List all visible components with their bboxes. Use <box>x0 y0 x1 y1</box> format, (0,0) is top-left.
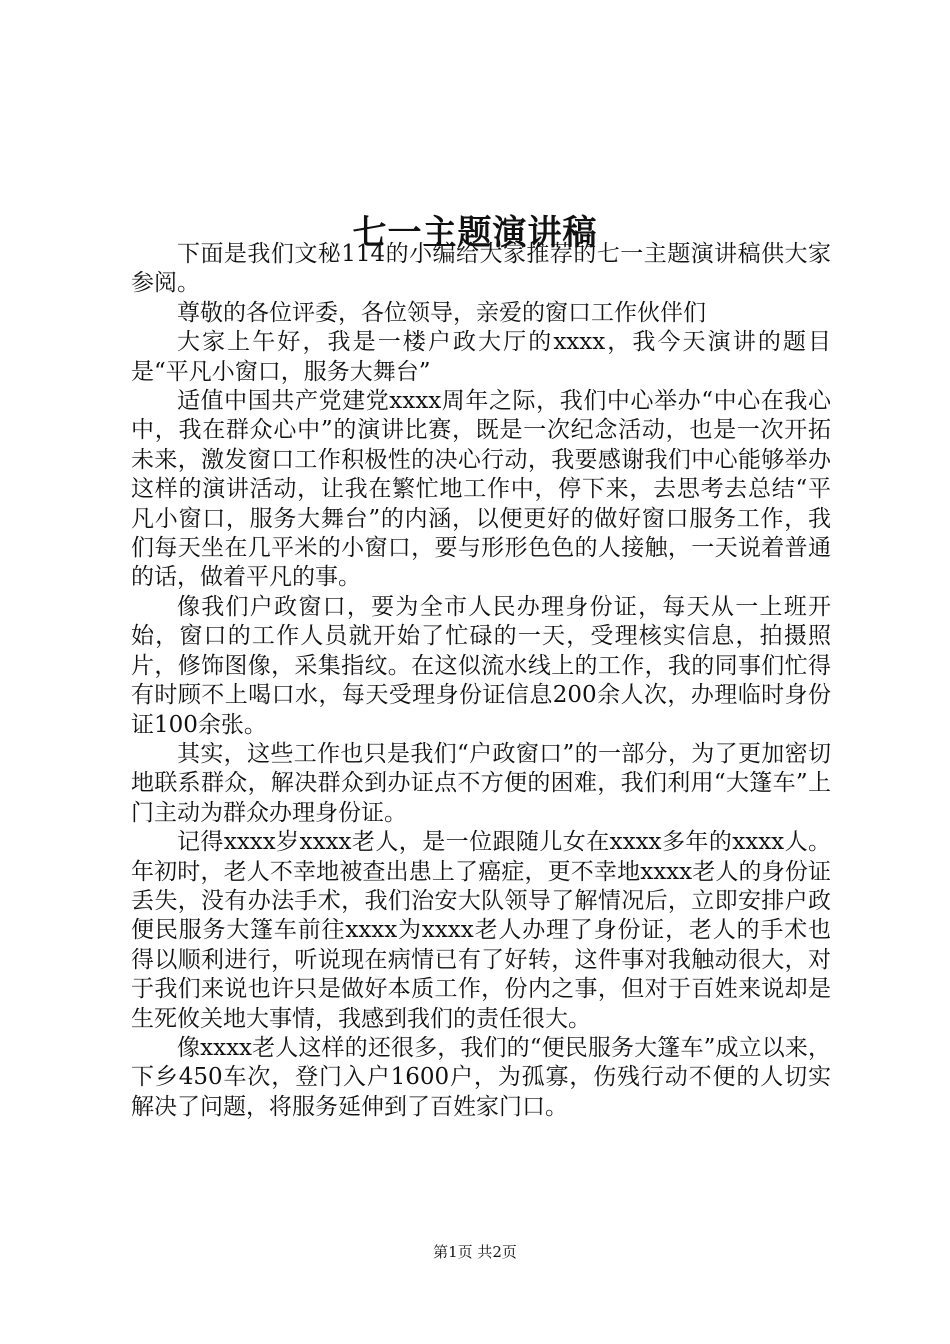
paragraph-greeting: 大家上午好，我是一楼户政大厅的xxxx，我今天演讲的题目是“平凡小窗口，服务大舞台” <box>131 329 831 385</box>
paragraph-household-window: 像我们户政窗口，要为全市人民办理身份证，每天从一上班开始，窗口的工作人员就开始了忙碌的一天，受理核实信息，拍摄照片，修饰图像，采集指纹。在这似流水线上的工作，我的同事们忙得有时顾不上喝口水，每天受理身份证信息200余人次，办理临时身份证100余张。 <box>131 593 831 738</box>
paragraph-occasion: 适值中国共产党建党xxxx周年之际，我们中心举办“中心在我心中，我在群众心中”的演讲比赛，既是一次纪念活动，也是一次开拓未来，激发窗口工作积极性的决心行动，我要感谢我们中心能够举办这样的演讲活动，让我在繁忙地工作中，停下来，去思考去总结“平凡小窗口，服务大舞台”的内涵，以便更好的做好窗口服务工作，我们每天坐在几平米的小窗口，要与形形色色的人接触，一天说着普通的话，做着平凡的事。 <box>131 388 831 591</box>
document-body <box>131 240 831 1122</box>
paragraph-caravan: 其实，这些工作也只是我们“户政窗口”的一部分，为了更加密切地联系群众，解决群众到办证点不方便的困难，我们利用“大篷车”上门主动为群众办理身份证。 <box>131 740 831 826</box>
paragraph-intro: 下面是我们文秘114的小编给大家推荐的七一主题演讲稿供大家参阅。 <box>131 241 831 297</box>
paragraph-salutation: 尊敬的各位评委，各位领导，亲爱的窗口工作伙伴们 <box>177 299 706 326</box>
paragraph-elder-story: 记得xxxx岁xxxx老人，是一位跟随儿女在xxxx多年的xxxx人。年初时，老人不幸地被查出患上了癌症，更不幸地xxxx老人的身份证丢失，没有办法手术，我们治安大队领导了解情况后，立即安排户政便民服务大篷车前往xxxx为xxxx老人办理了身份证，老人的手术也得以顺利进行，听说现在病情已有了好转，这件事对我触动很大，对于我们来说也许只是做好本质工作，份内之事，但对于百姓来说却是生死攸关地大事情，我感到我们的责任很大。 <box>131 829 831 1032</box>
page-footer: 第1页 共2页 <box>433 1243 517 1261</box>
paragraph-service-stats: 像xxxx老人这样的还很多，我们的“便民服务大篷车”成立以来，下乡450车次，登门入户1600户，为孤寡，伤残行动不便的人切实解决了问题，将服务延伸到了百姓家门口。 <box>131 1034 831 1120</box>
page-title: 七一主题演讲稿 <box>352 212 598 253</box>
